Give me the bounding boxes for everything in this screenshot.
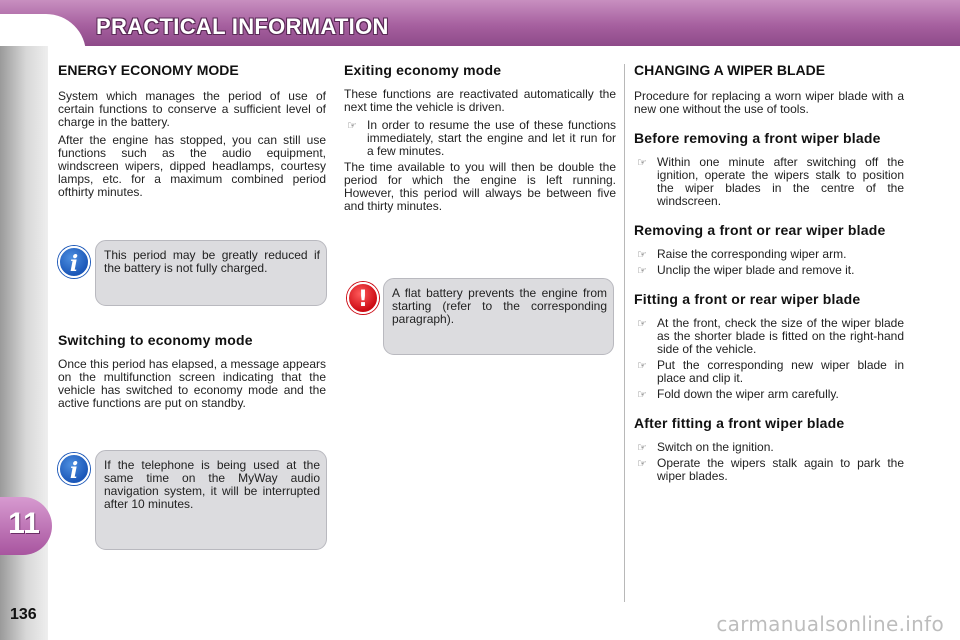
list-item-text: Put the corresponding new wiper blade in place and clip it. [657, 358, 904, 385]
paragraph: The time available to you will then be double the period for which the engine is left running. However, this period will always be between five and thirty minutes. [344, 160, 616, 213]
list-item [634, 264, 904, 277]
chapter-number: 11 [8, 507, 40, 540]
info-note-text: This period may be greatly reduced if the battery is not fully charged. [104, 248, 320, 275]
column-exiting-economy [344, 62, 616, 218]
bullet-list [634, 156, 904, 208]
list-item [634, 457, 904, 483]
paragraph: These functions are reactivated automatically the next time the vehicle is driven. [344, 87, 616, 114]
bullet-list [634, 317, 904, 401]
list-item-text: Within one minute after switching off the ignition, operate the wipers stalk to position the wiper blades in the centre of the windscreen. [657, 155, 904, 208]
info-note-battery [95, 240, 327, 306]
info-icon: i [58, 453, 90, 485]
hand-pointer-icon: ☞ [637, 441, 647, 454]
subsection-heading: Before removing a front wiper blade [634, 130, 881, 146]
page-number: 136 [10, 606, 37, 623]
hand-pointer-icon: ☞ [637, 388, 647, 401]
info-icon: i [58, 246, 90, 278]
list-item-text: Switch on the ignition. [657, 440, 774, 454]
subsection-heading-switching: Switching to economy mode [58, 332, 253, 348]
section-heading-energy-economy: ENERGY ECONOMY MODE [58, 62, 239, 78]
warning-note-text: A flat battery prevents the engine from starting (refer to the corresponding paragraph). [392, 286, 607, 326]
column-divider [624, 64, 625, 602]
hand-pointer-icon: ☞ [347, 119, 357, 132]
subsection-heading: Fitting a front or rear wiper blade [634, 291, 861, 307]
paragraph: After the engine has stopped, you can still use functions such as the audio equipment, windscreen wipers, dipped headlamps, courtesy lamps, etc. for a maximum combined period ofthirty minutes. [58, 133, 326, 199]
hand-pointer-icon: ☞ [637, 317, 647, 330]
hand-pointer-icon: ☞ [637, 248, 647, 261]
paragraph: System which manages the period of use of certain functions to conserve a sufficient level of charge in the battery. [58, 89, 326, 129]
info-note-telephone [95, 450, 327, 550]
list-item-text: Raise the corresponding wiper arm. [657, 247, 847, 261]
list-item [634, 388, 904, 401]
subsection-switching [58, 332, 326, 415]
hand-pointer-icon: ☞ [637, 457, 647, 470]
column-energy-economy [58, 62, 326, 204]
list-item-text: Fold down the wiper arm carefully. [657, 387, 839, 401]
section-heading-wiper-blade: CHANGING A WIPER BLADE [634, 62, 826, 78]
list-item [344, 119, 616, 158]
warning-note-flat-battery [383, 278, 614, 355]
subsection-heading: After fitting a front wiper blade [634, 415, 845, 431]
list-item-text: At the front, check the size of the wiper blade as the shorter blade is fitted on the right-hand side of the vehicle. [657, 316, 904, 356]
list-item [634, 441, 904, 454]
bullet-list [344, 119, 616, 158]
info-note-text: If the telephone is being used at the same time on the MyWay audio navigation system, it will be interrupted after 10 minutes. [104, 458, 320, 511]
bullet-list [634, 248, 904, 277]
warning-icon: ! [347, 282, 379, 314]
list-item [634, 156, 904, 208]
list-item [634, 317, 904, 356]
paragraph: Once this period has elapsed, a message appears on the multifunction screen indicating that the vehicle has switched to economy mode and the active functions are put on standby. [58, 357, 326, 410]
list-item-text: In order to resume the use of these functions immediately, start the engine and let it run for a few minutes. [367, 118, 616, 158]
bullet-list [634, 441, 904, 483]
hand-pointer-icon: ☞ [637, 359, 647, 372]
subsection-heading-exiting: Exiting economy mode [344, 62, 502, 78]
subsection-heading: Removing a front or rear wiper blade [634, 222, 886, 238]
hand-pointer-icon: ☞ [637, 264, 647, 277]
page-title: PRACTICAL INFORMATION [96, 14, 389, 39]
watermark: carmanualsonline.info [716, 612, 944, 636]
list-item-text: Unclip the wiper blade and remove it. [657, 263, 855, 277]
column-wiper-blade [634, 62, 904, 486]
list-item [634, 248, 904, 261]
paragraph: Procedure for replacing a worn wiper blade with a new one without the use of tools. [634, 89, 904, 116]
list-item [634, 359, 904, 385]
hand-pointer-icon: ☞ [637, 156, 647, 169]
list-item-text: Operate the wipers stalk again to park the wiper blades. [657, 456, 904, 483]
